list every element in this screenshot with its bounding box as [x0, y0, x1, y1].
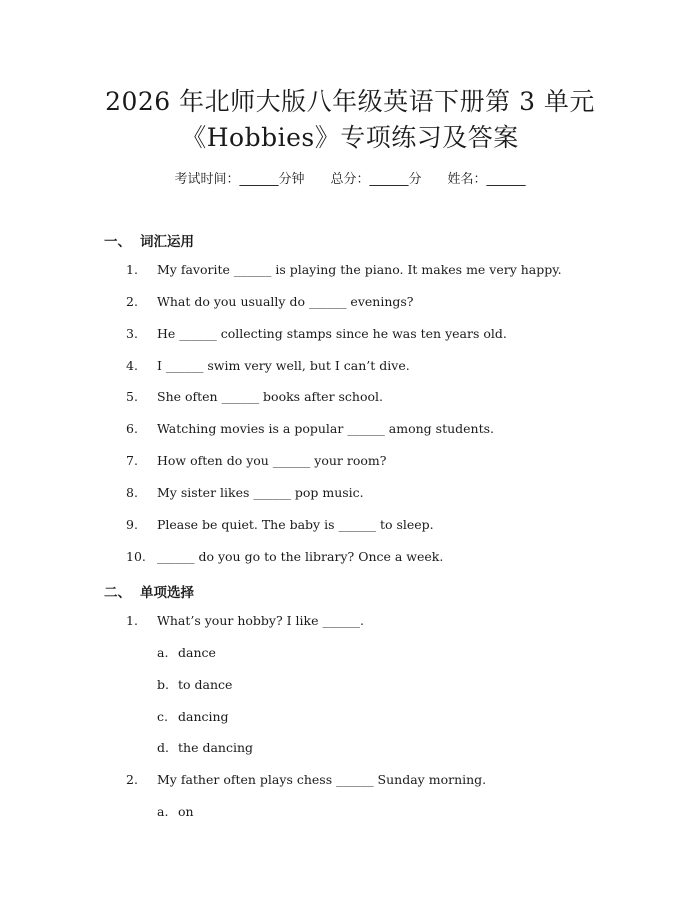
question-text: Watching movies is a popular ______ among students.	[157, 421, 495, 436]
question	[126, 389, 383, 404]
student-name: 姓名：______	[447, 172, 526, 187]
option-letter: a.	[157, 804, 169, 819]
question-text: How often do you ______ your room?	[157, 453, 387, 468]
question-number: 7.	[126, 453, 138, 468]
answer-option	[157, 709, 229, 724]
question-number: 1.	[126, 613, 138, 628]
exam-time: 考试时间：______分钟	[174, 172, 305, 187]
section-heading	[104, 581, 194, 601]
question-text: My father often plays chess ______ Sunday morning.	[157, 772, 487, 787]
question-number: 2.	[126, 772, 138, 787]
option-text: on	[178, 804, 194, 819]
section-heading	[104, 230, 194, 250]
section-number: 一、	[104, 234, 131, 250]
section-number: 二、	[104, 585, 131, 601]
answer-option	[157, 677, 232, 692]
page-title-line2: 《Hobbies》专项练习及答案	[181, 123, 519, 152]
option-letter: d.	[157, 740, 169, 755]
option-text: to dance	[178, 677, 233, 692]
question-text: What’s your hobby? I like ______.	[157, 613, 364, 628]
total-score: 总分：______分	[330, 172, 422, 187]
option-text: the dancing	[178, 740, 253, 755]
question	[126, 772, 486, 787]
question	[126, 421, 494, 436]
question-text: ______ do you go to the library? Once a week.	[157, 549, 444, 564]
page-title-line1: 2026 年北师大版八年级英语下册第 3 单元	[105, 87, 595, 116]
question-number: 4.	[126, 358, 138, 373]
question	[126, 326, 507, 341]
question	[126, 517, 434, 532]
answer-option	[157, 645, 216, 660]
question-number: 3.	[126, 326, 138, 341]
option-letter: c.	[157, 709, 168, 724]
question	[126, 485, 364, 500]
question-number: 2.	[126, 294, 138, 309]
exam-info	[0, 168, 700, 187]
section-title: 单项选择	[140, 585, 194, 601]
answer-option	[157, 804, 194, 819]
question	[126, 613, 364, 628]
question	[126, 294, 414, 309]
question-number: 1.	[126, 262, 138, 277]
question	[126, 262, 562, 277]
question-number: 6.	[126, 421, 138, 436]
question-text: She often ______ books after school.	[157, 389, 384, 404]
question-text: I ______ swim very well, but I can’t dive.	[157, 358, 410, 373]
question-number: 10.	[126, 549, 146, 564]
question-text: Please be quiet. The baby is ______ to sleep.	[157, 517, 434, 532]
question-text: My favorite ______ is playing the piano. It makes me very happy.	[157, 262, 562, 277]
section-title: 词汇运用	[140, 234, 194, 250]
question	[126, 549, 443, 564]
question-text: My sister likes ______ pop music.	[157, 485, 364, 500]
option-letter: a.	[157, 645, 169, 660]
question	[126, 453, 386, 468]
option-text: dance	[178, 645, 216, 660]
question-number: 9.	[126, 517, 138, 532]
option-letter: b.	[157, 677, 169, 692]
option-text: dancing	[178, 709, 229, 724]
question-number: 5.	[126, 389, 138, 404]
question-number: 8.	[126, 485, 138, 500]
question-text: He ______ collecting stamps since he was ten years old.	[157, 326, 507, 341]
answer-option	[157, 740, 253, 755]
question-text: What do you usually do ______ evenings?	[157, 294, 414, 309]
question	[126, 358, 410, 373]
